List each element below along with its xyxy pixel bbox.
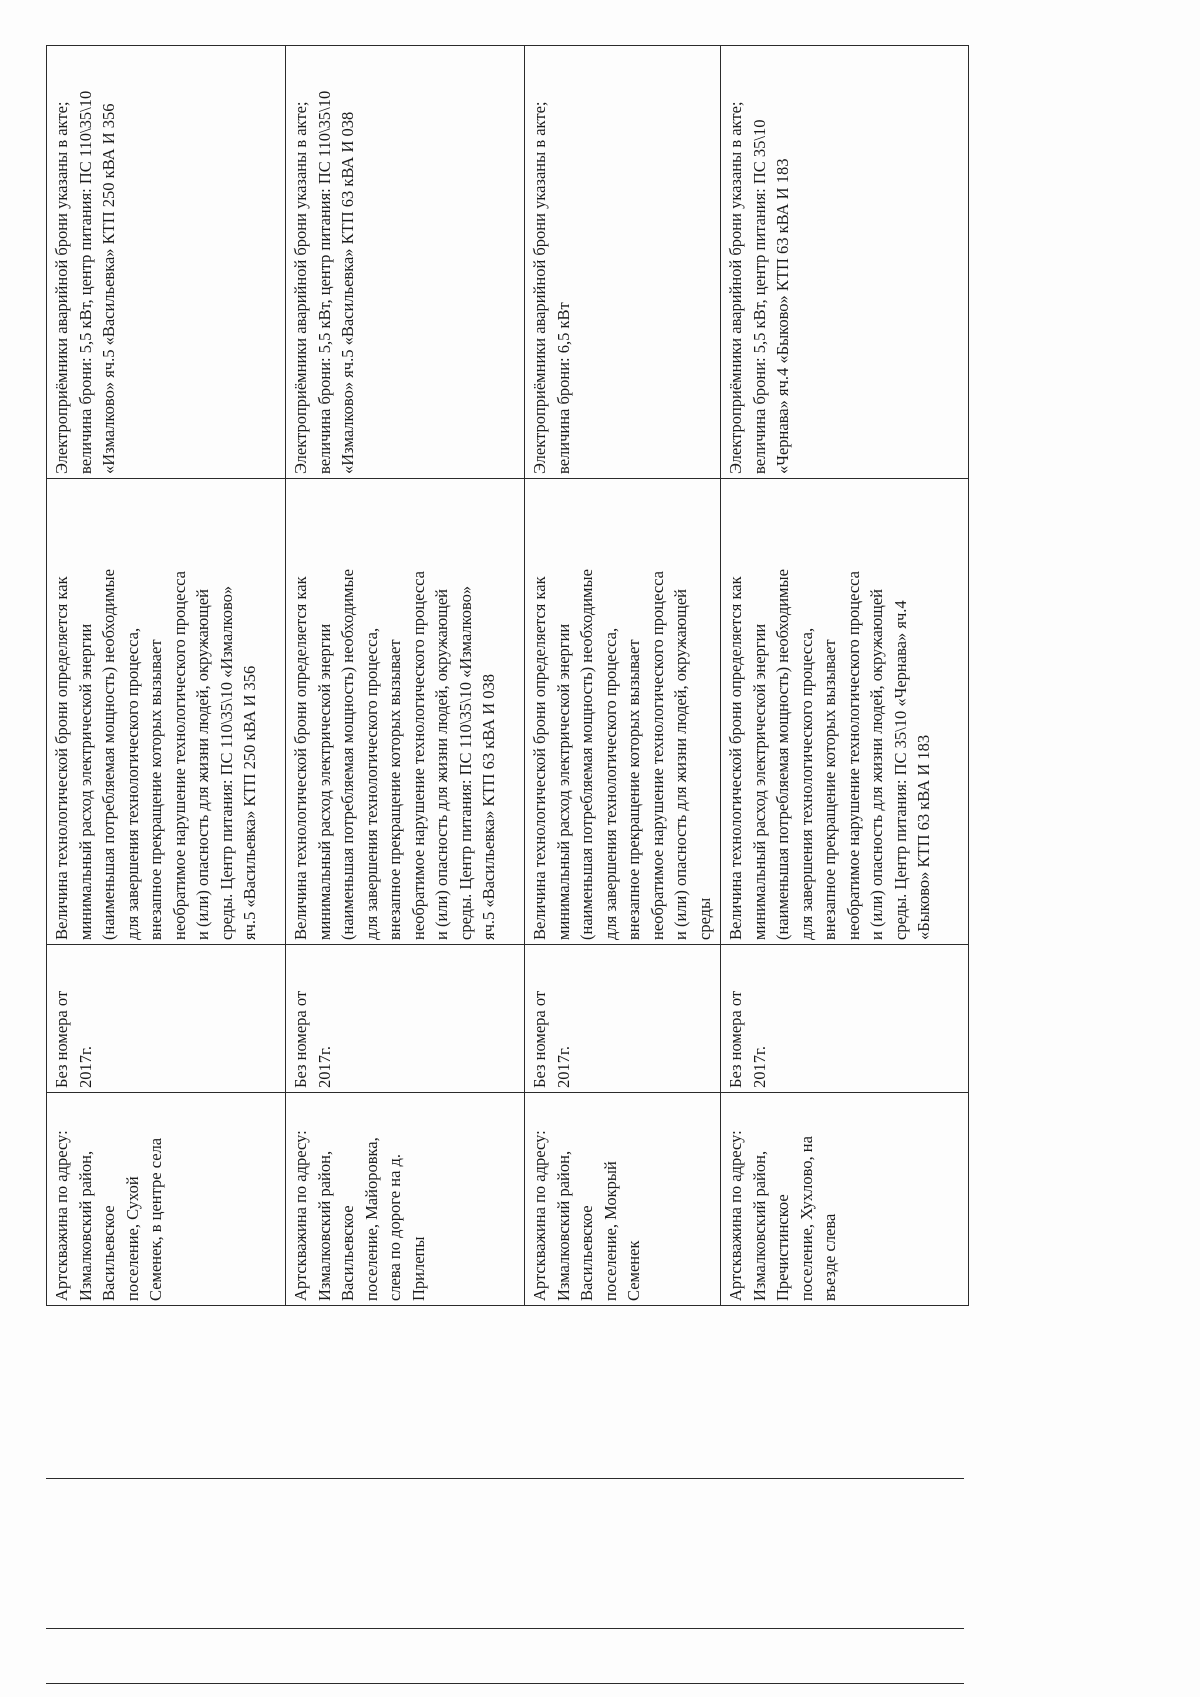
address-cell: Артскважина по адресу: Измалковский район, Васильевское поселение, Майоровка, слева по дороге на д. Прилепы (286, 1093, 525, 1306)
tech-reserve-cell: Величина технологической брони определяется как минимальный расход электрической энергии (наименьшая потребляемая мощность) необходимые для завершения технологического процесса, внезапное прекращение которых вызывает необратимое нарушение технологического процесса и (или) опасность для жизни людей, окружающей среды. Центр питания: ПС 35\10 «Чернава» яч.4 «Быково» КТП 63 кВА И 183 (721, 479, 969, 945)
tech-reserve-cell: Величина технологической брони определяется как минимальный расход электрической энергии (наименьшая потребляемая мощность) необходимые для завершения технологического процесса, внезапное прекращение которых вызывает необратимое нарушение технологического процесса и (или) опасность для жизни людей, окружающей среды (525, 479, 721, 945)
signature-line (46, 1628, 964, 1629)
emergency-reserve-cell: Электроприёмники аварийной брони указаны в акте; величина брони: 5,5 кВт, центр питания: ПС 35\10 «Чернава» яч.4 «Быково» КТП 63 кВА И 183 (721, 46, 969, 479)
signature-line (46, 1683, 964, 1684)
rotated-table-panel (46, 46, 964, 1306)
tech-reserve-cell: Величина технологической брони определяется как минимальный расход электрической энергии (наименьшая потребляемая мощность) необходимые для завершения технологического процесса, внезапное прекращение которых вызывает необратимое нарушение технологического процесса и (или) опасность для жизни людей, окружающей среды. Центр питания: ПС 110\35\10 «Измалково» яч.5 «Васильевка» КТП 250 кВА И 356 (47, 479, 286, 945)
act-cell: Без номера от 2017г. (721, 945, 969, 1093)
address-cell: Артскважина по адресу: Измалковский район, Васильевское поселение, Сухой Семенек, в центре села (47, 1093, 286, 1306)
act-cell: Без номера от 2017г. (286, 945, 525, 1093)
act-cell: Без номера от 2017г. (47, 945, 286, 1093)
address-cell: Артскважина по адресу: Измалковский район, Пречистинское поселение, Хухлово, на въезде слева (721, 1093, 969, 1306)
tech-reserve-cell: Величина технологической брони определяется как минимальный расход электрической энергии (наименьшая потребляемая мощность) необходимые для завершения технологического процесса, внезапное прекращение которых вызывает необратимое нарушение технологического процесса и (или) опасность для жизни людей, окружающей среды. Центр питания: ПС 110\35\10 «Измалково» яч.5 «Васильевка» КТП 63 кВА И 038 (286, 479, 525, 945)
emergency-reserve-cell: Электроприёмники аварийной брони указаны в акте; величина брони: 5,5 кВт, центр питания: ПС 110\35\10 «Измалково» яч.5 «Васильевка» КТП 250 кВА И 356 (47, 46, 286, 479)
emergency-reserve-cell: Электроприёмники аварийной брони указаны в акте; величина брони: 6,5 кВт (525, 46, 721, 479)
act-cell: Без номера от 2017г. (525, 945, 721, 1093)
signature-line (46, 1478, 964, 1479)
table-row (286, 46, 525, 1306)
emergency-reserve-cell: Электроприёмники аварийной брони указаны в акте; величина брони: 5,5 кВт, центр питания: ПС 110\35\10 «Измалково» яч.5 «Васильевка» КТП 63 кВА И 038 (286, 46, 525, 479)
reserve-table (46, 45, 969, 1306)
table-row (721, 46, 969, 1306)
table-row (525, 46, 721, 1306)
table-row (47, 46, 286, 1306)
address-cell: Артскважина по адресу: Измалковский район, Васильевское поселение, Мокрый Семенек (525, 1093, 721, 1306)
